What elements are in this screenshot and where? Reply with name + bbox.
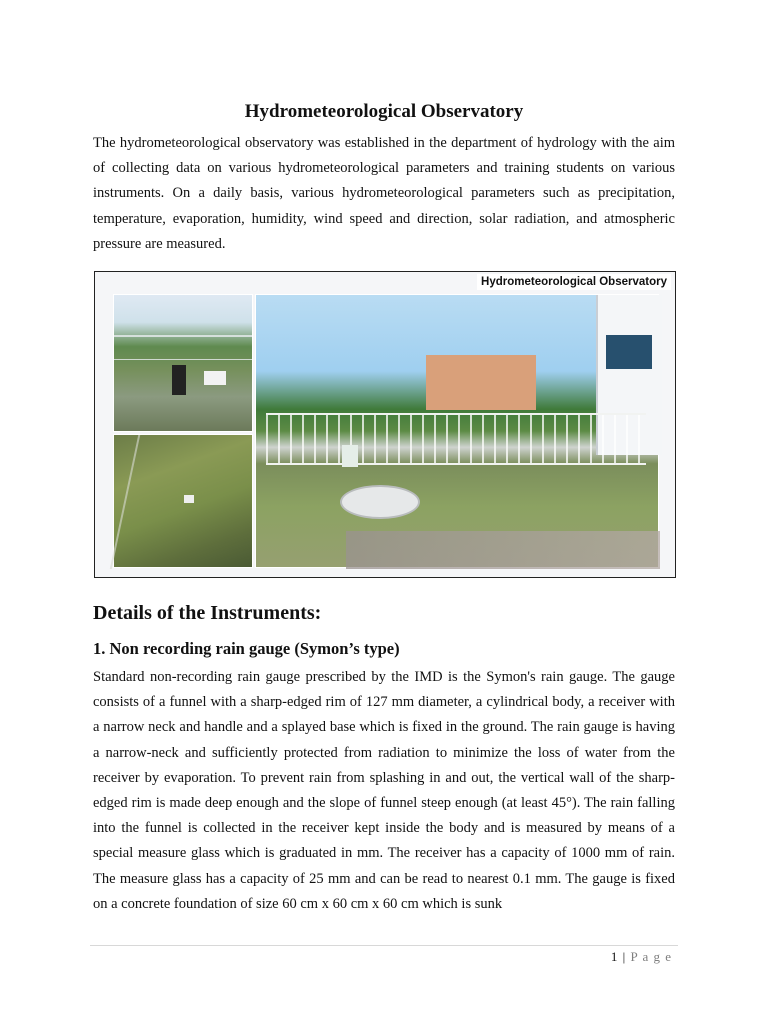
footer-divider [90,945,678,946]
observatory-photo-collage [94,271,676,578]
page-title: Hydrometeorological Observatory [244,101,524,122]
page-number [611,949,672,965]
fence [266,413,646,465]
photo-observatory-main [255,294,659,568]
building-left [426,355,536,410]
body-paragraph: Standard non-recording rain gauge prescribed by the IMD is the Symon's rain gauge. The gauge consists of a funnel with a sharp-edged rim of 127 mm diameter, a cylindrical body, a receiver with a narrow neck and handle and a splayed base which is fixed in the ground. The rain gauge is having a narrow-neck and sufficiently protected from radiation to minimize the loss of water from the receiver by evaporation. To prevent rain from splashing in and out, the vertical wall of the sharp-edged rim is made deep enough and the slope of funnel steep enough (at least 45°). The rain falling into the funnel is collected in the receiver kept inside the body and is measured by means of a special measure glass which is graduated in mm. The receiver has a capacity of 1000 mm of rain. The measure glass has a capacity of 25 mm and can be read to nearest 0.1 mm. The gauge is fixed on a concrete foundation of size 60 cm x 60 cm x 60 cm which is sunk [93,669,675,912]
page-label: P a g e [626,949,672,964]
intro-paragraph: The hydrometeorological observatory was established in the department of hydrology with the aim of collecting data on various hydrometeorological parameters and training students on various instruments. On a daily basis, various hydrometeorological parameters such as precipitation, temperature, evaporation, humidity, wind speed and direction, solar radiation, and atmospheric pressure are measured. [93,135,675,252]
evaporation-pan [340,485,420,519]
photo-aerial-view [113,434,253,568]
page-number-value: 1 | [610,949,627,964]
paved-path [346,531,660,569]
subsection-heading: 1. Non recording rain gauge (Symon’s type) [93,639,400,658]
photo-banner: Hydrometeorological Observatory [477,274,671,290]
section-heading: Details of the Instruments: [93,602,322,624]
photo-instrument-enclosure [113,294,253,432]
